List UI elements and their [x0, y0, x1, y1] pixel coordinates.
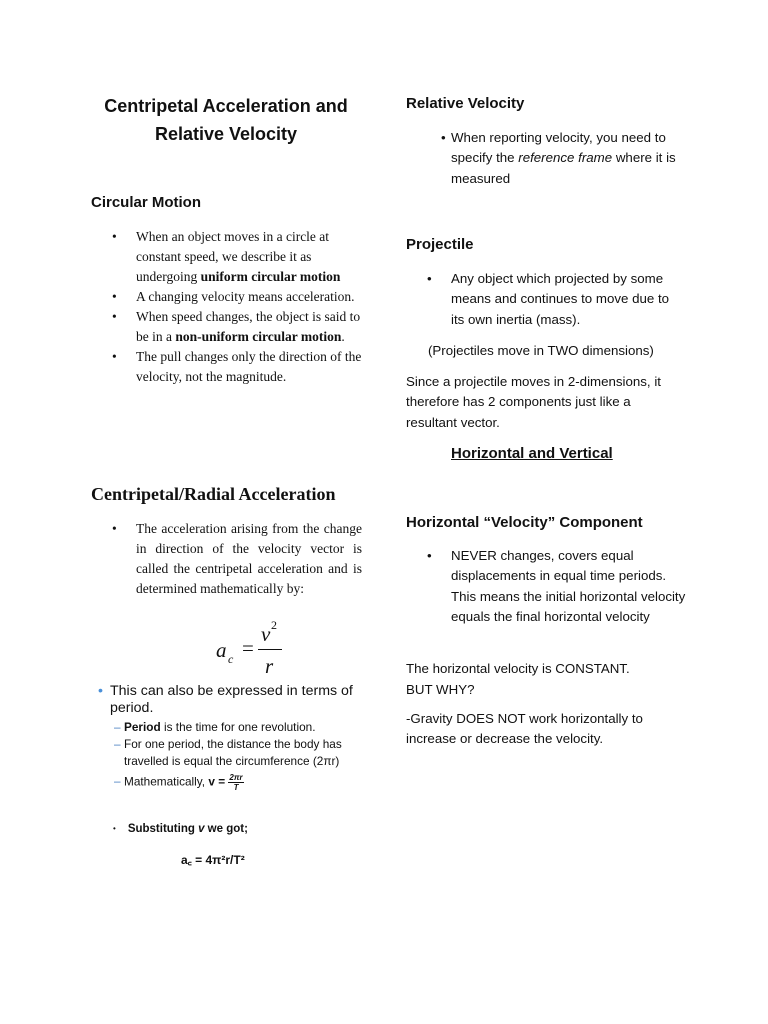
list-item-bold: uniform circular motion	[200, 269, 341, 284]
reference-frame-text: reference frame	[518, 150, 613, 166]
formula-equals: =	[242, 636, 254, 660]
list-item-text: When an object moves in a circle at constant speed, we describe it as undergoing	[136, 229, 330, 284]
v-fraction	[228, 773, 243, 792]
list-item	[136, 227, 364, 287]
relative-velocity-list	[441, 128, 686, 189]
circular-motion-heading: Circular Motion	[91, 194, 202, 211]
horizontal-vertical-heading: Horizontal and Vertical	[451, 445, 613, 462]
formula-fraction-bar	[258, 649, 282, 650]
but-why-line: BUT WHY?	[406, 682, 475, 697]
centripetal-heading: Centripetal/Radial Acceleration	[91, 484, 336, 504]
substituting-var: v	[198, 823, 205, 835]
period-definition: is the time for one revolution.	[160, 720, 316, 734]
period-term: Period	[124, 720, 161, 734]
bullet-dot-icon: •	[113, 824, 116, 834]
formula-denominator: r	[265, 654, 274, 678]
projectile-heading: Projectile	[406, 236, 474, 253]
period-main-text: This can also be expressed in terms of period.	[110, 683, 353, 716]
substituting-line	[113, 823, 248, 835]
list-item: • NEVER changes, covers equal displacements in equal time periods. This means the initial horizontal velocity equals the final horizontal velocity	[451, 546, 686, 627]
final-formula: a꜀ = 4π²r/T²	[181, 853, 245, 867]
period-distance-text: For one period, the distance the body has travelled is equal the circumference (2πr)	[124, 737, 342, 768]
projectile-list	[451, 269, 686, 330]
centripetal-formula	[216, 618, 286, 678]
formula-numerator-sup: 2	[271, 618, 277, 632]
bullet-dot-icon: •	[98, 683, 103, 699]
formula-lhs: a	[216, 638, 227, 662]
list-item: • The pull changes only the direction of the velocity, not the magnitude.	[136, 347, 364, 387]
dash-icon: –	[114, 737, 121, 751]
v-fraction-numerator: 2πr	[229, 773, 243, 782]
substituting-suffix: we got;	[204, 823, 248, 835]
period-main	[98, 683, 368, 717]
circular-motion-list	[136, 227, 364, 387]
list-item-end: .	[341, 329, 345, 344]
page-title-line2: Relative Velocity	[154, 124, 298, 144]
gravity-paragraph: -Gravity DOES NOT work horizontally to increase or decrease the velocity.	[406, 711, 643, 747]
projectile-note: (Projectiles move in TWO dimensions)	[428, 343, 654, 358]
page-title-line1: Centripetal Acceleration and	[104, 96, 348, 116]
mathematically-text: Mathematically,	[124, 774, 209, 789]
list-item: • A changing velocity means acceleration.	[136, 287, 364, 307]
horizontal-velocity-heading: Horizontal “Velocity” Component	[406, 514, 643, 531]
list-item: • The acceleration arising from the change in direction of the velocity vector is called the centripetal acceleration and is determined mathematically by:	[136, 519, 362, 599]
list-item-text: When reporting velocity, you need to specify the	[451, 130, 666, 166]
v-fraction-denominator: T	[233, 783, 239, 792]
list-item-text: When speed changes, the object is said to be in a	[136, 309, 361, 344]
bullet-dot-icon: •	[441, 130, 446, 145]
list-item: • Any object which projected by some means and continues to move due to its own inertia (mass).	[451, 269, 686, 330]
list-item	[114, 719, 368, 736]
page-title	[80, 92, 372, 148]
relative-velocity-heading: Relative Velocity	[406, 95, 525, 112]
dash-icon: –	[114, 774, 121, 788]
projectile-paragraph: Since a projectile moves in 2-dimensions, it therefore has 2 components just like a resultant vector.	[406, 374, 661, 430]
horizontal-velocity-list	[451, 546, 686, 627]
horizontal-constant-line: The horizontal velocity is CONSTANT.	[406, 661, 630, 676]
list-item	[136, 307, 364, 347]
v-equals: v =	[208, 774, 226, 789]
list-item	[114, 736, 374, 770]
substituting-text: Substituting	[127, 823, 199, 835]
list-item-end: where it is measured	[451, 150, 676, 186]
list-item	[114, 773, 368, 792]
period-sub-list	[114, 719, 368, 792]
centripetal-list	[136, 519, 362, 599]
formula-lhs-sub: c	[228, 652, 234, 666]
formula-numerator: v	[261, 622, 271, 646]
dash-icon: –	[114, 720, 121, 734]
period-block	[98, 683, 368, 792]
list-item-bold: non-uniform circular motion	[175, 329, 342, 344]
list-item	[441, 128, 686, 189]
